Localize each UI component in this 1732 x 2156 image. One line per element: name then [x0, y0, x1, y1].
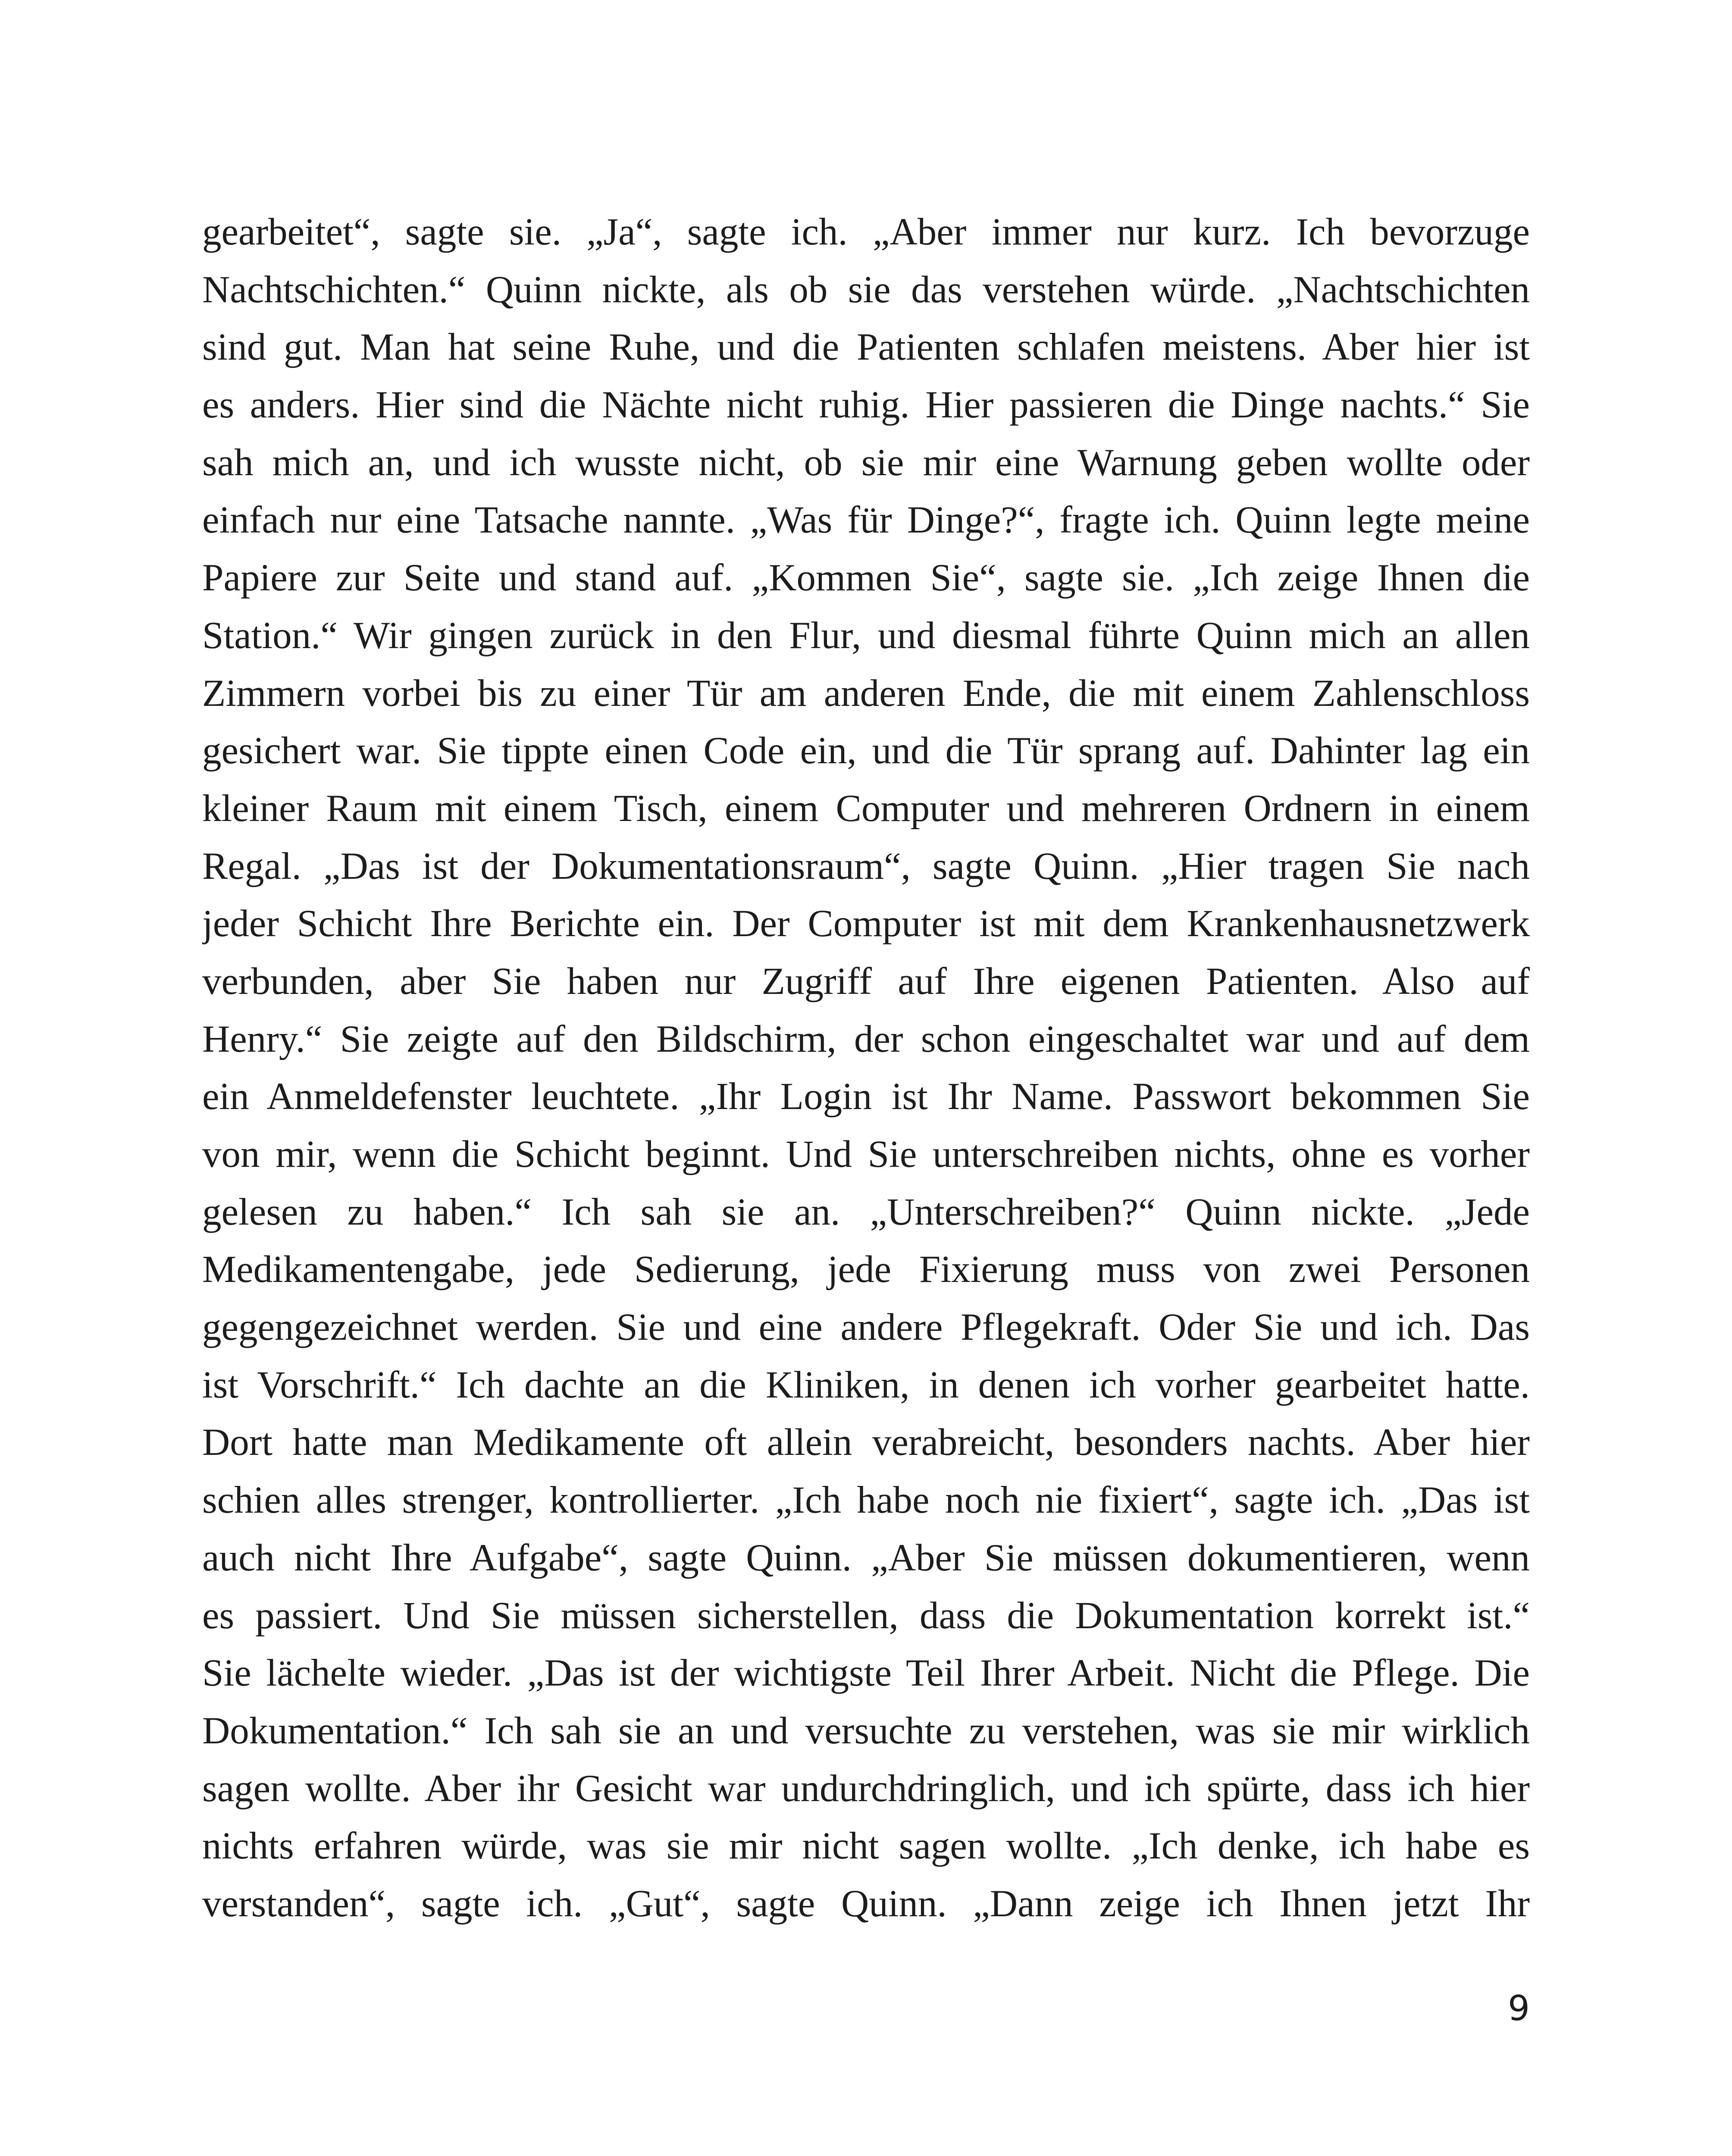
text-line: sagen wollte. Aber ihr Gesicht war undurchdringlich, und ich spürte, dass ich hier	[202, 1767, 1530, 1810]
text-line: sind gut. Man hat seine Ruhe, und die Patienten schlafen meistens. Aber hier ist	[202, 326, 1530, 369]
text-line: ist Vorschrift.“ Ich dachte an die Kliniken, in denen ich vorher gearbeitet hatte.	[202, 1363, 1530, 1406]
text-line: von mir, wenn die Schicht beginnt. Und Sie unterschreiben nichts, ohne es vorher	[202, 1133, 1530, 1175]
text-line: ein Anmeldefenster leuchtete. „Ihr Login ist Ihr Name. Passwort bekommen Sie	[202, 1075, 1530, 1118]
text-line: jeder Schicht Ihre Berichte ein. Der Computer ist mit dem Krankenhausnetzwerk	[202, 903, 1530, 945]
text-line: schien alles strenger, kontrollierter. „Ich habe noch nie fixiert“, sagte ich. „Das ist	[202, 1479, 1530, 1522]
text-line: Papiere zur Seite und stand auf. „Kommen Sie“, sagte sie. „Ich zeige Ihnen die	[202, 557, 1530, 599]
text-line: einfach nur eine Tatsache nannte. „Was für Dinge?“, fragte ich. Quinn legte meine	[202, 499, 1530, 542]
text-line: Regal. „Das ist der Dokumentationsraum“, sagte Quinn. „Hier tragen Sie nach	[202, 845, 1530, 887]
text-line: gelesen zu haben.“ Ich sah sie an. „Unterschreiben?“ Quinn nickte. „Jede	[202, 1191, 1530, 1233]
text-line: kleiner Raum mit einem Tisch, einem Computer und mehreren Ordnern in einem	[202, 787, 1530, 830]
text-line: gesichert war. Sie tippte einen Code ein, und die Tür sprang auf. Dahinter lag ein	[202, 730, 1530, 772]
text-line: Station.“ Wir gingen zurück in den Flur, und diesmal führte Quinn mich an allen	[202, 614, 1530, 657]
text-line: es passiert. Und Sie müssen sicherstellen, dass die Dokumentation korrekt ist.“	[202, 1594, 1530, 1637]
text-line: Sie lächelte wieder. „Das ist der wichtigste Teil Ihrer Arbeit. Nicht die Pflege. Die	[202, 1652, 1530, 1695]
text-line: Henry.“ Sie zeigte auf den Bildschirm, der schon eingeschaltet war und auf dem	[202, 1018, 1530, 1060]
body-text	[202, 204, 1530, 1933]
text-line: verbunden, aber Sie haben nur Zugriff auf Ihre eigenen Patienten. Also auf	[202, 960, 1530, 1003]
text-line: gearbeitet“, sagte sie. „Ja“, sagte ich. „Aber immer nur kurz. Ich bevorzuge	[202, 211, 1530, 253]
text-line: nichts erfahren würde, was sie mir nicht sagen wollte. „Ich denke, ich habe es	[202, 1825, 1530, 1868]
text-line: gegengezeichnet werden. Sie und eine andere Pflegekraft. Oder Sie und ich. Das	[202, 1306, 1530, 1349]
text-line: auch nicht Ihre Aufgabe“, sagte Quinn. „Aber Sie müssen dokumentieren, wenn	[202, 1536, 1530, 1579]
text-line: Medikamentengabe, jede Sedierung, jede Fixierung muss von zwei Personen	[202, 1248, 1530, 1291]
text-line: verstanden“, sagte ich. „Gut“, sagte Quinn. „Dann zeige ich Ihnen jetzt Ihr	[202, 1882, 1530, 1925]
text-line: sah mich an, und ich wusste nicht, ob sie mir eine Warnung geben wollte oder	[202, 441, 1530, 484]
text-line: es anders. Hier sind die Nächte nicht ruhig. Hier passieren die Dinge nachts.“ Sie	[202, 384, 1530, 426]
text-line: Zimmern vorbei bis zu einer Tür am anderen Ende, die mit einem Zahlenschloss	[202, 672, 1530, 714]
text-line: Nachtschichten.“ Quinn nickte, als ob sie das verstehen würde. „Nachtschichten	[202, 268, 1530, 311]
text-line: Dokumentation.“ Ich sah sie an und versuchte zu verstehen, was sie mir wirklich	[202, 1709, 1530, 1752]
page-number: 9	[1508, 1988, 1530, 2028]
text-line: Dort hatte man Medikamente oft allein verabreicht, besonders nachts. Aber hier	[202, 1421, 1530, 1464]
